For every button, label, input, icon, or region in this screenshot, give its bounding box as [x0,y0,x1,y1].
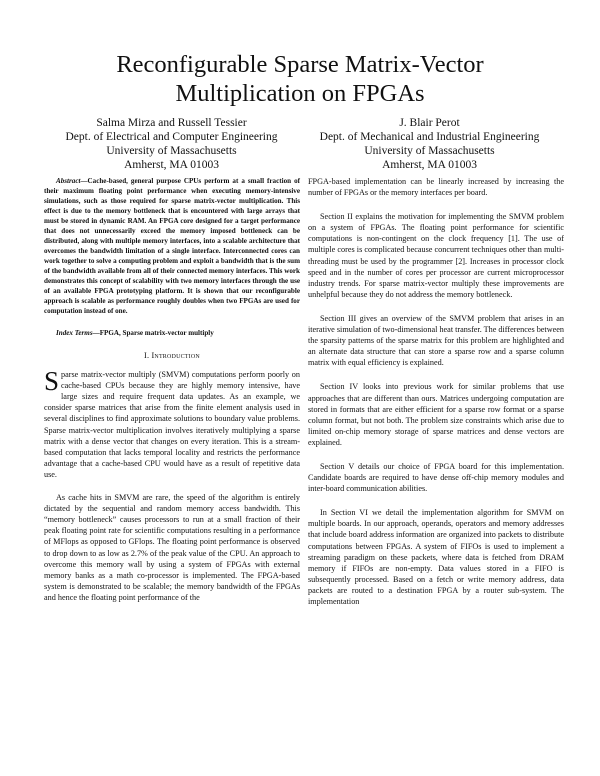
author-block-2 [302,116,557,172]
paper-title [40,50,560,108]
paragraph: Section III gives an overview of the SMVM problem that arises in an iterative simulation of two-dimensional heat transfer. The differences between the sparsity patterns of the sparse matrix for this problem are highlighted and an alternate data structure that can store a sparse row and a sparse column matrix with equal efficiency is explained. [308,313,564,368]
author-university: University of Massachusetts [364,145,495,157]
right-column [308,176,564,620]
author-names: J. Blair Perot [399,117,460,129]
left-column [44,176,300,615]
abstract [44,176,300,316]
abstract-text: —Cache-based, general purpose CPUs perform at a small fraction of their maximum floating point performance when executing memory-intensive simulations, such as those required for sparse matrix-vector multiplication. This effect is due to the memory bottleneck that is encountered with large arrays that must be stored in dynamic RAM. An FPGA core designed for a target performance that does not unnecessarily exceed the memory imposed bottleneck can be distributed, along with multiple memory interfaces, into a scalable architecture that overcomes the bandwidth limitation of a single interface. Interconnected cores can work together to solve a computing problem and exploit a bandwidth that is the sum of the bandwidth available from all of their connected memory interfaces. This work demonstrates this concept of scalability with two memory interfaces through the use of an available FPGA prototyping platform. It is shown that our reconfigurable approach is scalable as performance roughly doubles when two FPGAs are used for computation instead of one. [44,177,300,315]
author-block-1 [44,116,299,172]
paragraph: FPGA-based implementation can be linearly increased by increasing the number of FPGAs or the memory interfaces per board. [308,177,564,198]
section-title: Introduction [151,351,200,360]
author-names: Salma Mirza and Russell Tessier [96,117,247,129]
author-location: Amherst, MA 01003 [382,159,477,171]
paragraph: Section V details our choice of FPGA board for this implementation. Candidate boards are required to have dense off-chip memory modules and inter-board communication abilities. [308,461,564,494]
paragraph-text: parse matrix-vector multiply (SMVM) computations perform poorly on cache-based CPUs because they are highly memory intensive, have large sizes and require frequent data updates. As an example, we consider sparse matrices that arise from the finite element analysis used in several disciplines to find approximate solutions to boundary value problems. Sparse matrix-vector multiplication involves iteratively multiplying a sparse matrix with a dense vector that changes on every iteration. This is a stream-based computation that lacks temporal locality and restricts the performance advantage that a cache-based CPU would have as a result of repetitive data use. [44,370,300,479]
section-heading [44,350,300,361]
drop-cap: S [44,366,60,397]
author-department: Dept. of Mechanical and Industrial Engineering [319,131,540,143]
author-department: Dept. of Electrical and Computer Engineering [65,131,278,143]
paragraph: Section IV looks into previous work for similar problems that use approaches that are different than ours. Matrices undergoing computation are stored in formats that are either efficient for a sparse row format or a sparse column format, but not both. The problem size constraints which arise due to limited on-chip memory storage of sparse matrices and dense vectors are explained. [308,382,564,447]
author-location: Amherst, MA 01003 [124,159,219,171]
paragraph: Section II explains the motivation for implementing the SMVM problem on a system of FPGAs. The floating point performance for scientific computations is non-contingent on the clock frequency [1]. The use of multiple cores is complicated because concurrent techniques other than multi-threading must be used by the programmer [2]. Increases in processor clock speed and in the number of cores per processor are current microprocessor industry trends. For sparse matrix-vector multiply these improvements are unhelpful because they do not address the memory bottleneck. [308,212,564,299]
abstract-label: Abstract [56,177,81,185]
intro-paragraph-1 [44,366,300,480]
index-terms-text: —FPGA, Sparse matrix-vector multiply [92,329,214,337]
title-line-2: Multiplication on FPGAs [175,80,425,107]
author-university: University of Massachusetts [106,145,237,157]
section-number: I. [144,351,150,360]
title-line-1: Reconfigurable Sparse Matrix-Vector [116,51,484,78]
paragraph: In Section VI we detail the implementation algorithm for SMVM on multiple boards. In our approach, operands, operators and memory addresses that include board address information are organized into packets to distribute computations between FPGAs. A system of FIFOs is used to implement a streaming paradigm on these packets, where data is fetched from DRAM memory if FIFOs are non-empty. Data values stored in a FIFO is subsequently processed. Based on a fetch or write memory address, data packets are routed to a destination FPGA by a router sub-system. The implementation [308,508,564,606]
intro-paragraph-2: As cache hits in SMVM are rare, the speed of the algorithm is entirely dictated by the sequential and random memory access bandwidth. This “memory bottleneck” causes processors to run at a small fraction of their peak floating point rate for scientific computations resulting in a performance of MFlops as opposed to GFlops. The floating point performance is observed to drop down to as low as 2.7% of the peak value of the CPU. An approach to overcome this memory wall by using a system of FPGAs with external memory banks as a math co-processor is implemented. The FPGA-based system is demonstrated to be scalable; the memory bandwidth of the FPGAs and hence the floating point performance of the [44,493,300,602]
index-terms [44,328,300,338]
index-terms-label: Index Terms [56,329,93,337]
